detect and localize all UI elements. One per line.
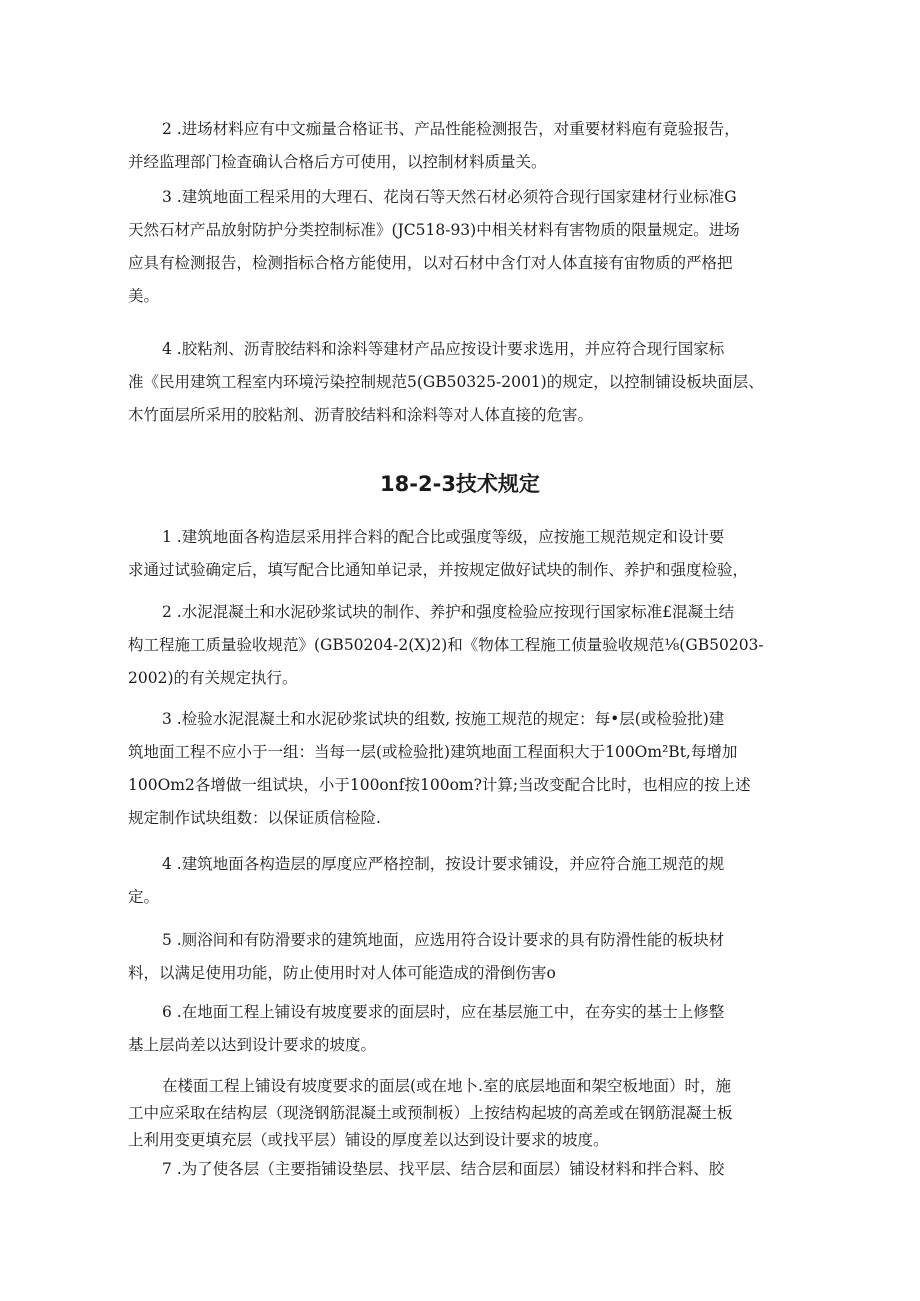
paragraph-line: 天然石材产品放射防护分类控制标准》(JC518-93)中相关材料有害物质的限量规定。进场 xyxy=(128,221,740,239)
section-heading: 18-2-3技术规定 xyxy=(380,472,540,496)
paragraph-line: 美。 xyxy=(128,287,160,305)
paragraph-line: 1 .建筑地面各构造层采用拌合料的配合比或强度等级，应按施工规范规定和设计要 xyxy=(162,528,725,546)
paragraph-line: 应具有检测报告，检测指标合格方能使用，以对石材中含仃对人体直接有宙物质的严格把 xyxy=(128,254,733,272)
paragraph-line: 2 .水泥混凝土和水泥砂浆试块的制作、养护和强度检验应按现行国家标准£混凝土结 xyxy=(162,603,735,621)
paragraph-line: 基上层尚差以达到设计要求的坡度。 xyxy=(128,1036,377,1054)
paragraph-slope-requirement xyxy=(128,996,790,1062)
paragraph-line: 在楼面工程上铺设有坡度要求的面层(或在地卜.室的底层地面和架空板地面）时，施 xyxy=(162,1077,731,1095)
paragraph-line: 工中应采取在结构层（现浇钢筋混凝土或预制板）上按结构起坡的高差或在钢筋混凝土板 xyxy=(128,1104,733,1122)
paragraph-line: 4 .建筑地面各构造层的厚度应严格控制，按设计要求铺设，并应符合施工规范的规 xyxy=(162,855,725,873)
paragraph-line: 100Om2各增做一组试块，小于100onf按100om?计算;当改变配合比时，也相应的按上述 xyxy=(128,776,751,794)
paragraph-line: 规定制作试块组数：以保证质信检险. xyxy=(128,809,381,827)
paragraph-line: 构工程施工质量验收规范》(GB50204-2(X)2)和《物体工程施工侦量验收规范⅛(GB50203- xyxy=(128,636,764,654)
paragraph-line: 6 .在地面工程上铺设有坡度要求的面层时，应在基层施工中，在夯实的基士上修整 xyxy=(162,1003,725,1021)
paragraph-layer-materials xyxy=(128,1153,790,1186)
paragraph-line: 5 .厕浴间和有防滑要求的建筑地面，应选用符合设计要求的具有防滑性能的板块材 xyxy=(162,931,725,949)
paragraph-line: 4 .胶粘剂、沥青胶结料和涂料等建材产品应按设计要求选用，并应符合现行国家标 xyxy=(162,340,725,358)
paragraph-adhesive-materials xyxy=(128,333,790,432)
paragraph-line: 准《民用建筑工程室内环境污染控制规范5(GB50325-2001)的规定，以控制铺设板块面层、 xyxy=(128,373,764,391)
paragraph-line: 7 .为了使各层（主要指铺设垫层、找平层、结合层和面层）铺设材料和拌合料、胶 xyxy=(162,1160,725,1178)
paragraph-floor-slope xyxy=(128,1073,790,1154)
paragraph-line: 2002)的有关规定执行。 xyxy=(128,669,298,687)
paragraph-line: 上利用变更填充层（或找平层）铺设的厚度差以达到设计要求的坡度。 xyxy=(128,1131,609,1149)
paragraph-line: 2 .进场材料应有中文痂量合格证书、产品性能检测报告，对重要材料庖有竟验报告， xyxy=(162,120,740,138)
paragraph-line: 筑地面工程不应小于一组：当每一层(或检验批)建筑地面工程面积大于100Om²Bt,每增加 xyxy=(128,743,738,761)
paragraph-material-certificates xyxy=(128,113,790,179)
paragraph-line: 定。 xyxy=(128,888,160,906)
paragraph-line: 料，以满足使用功能，防止使用时对人体可能造成的滑倒伤害o xyxy=(128,964,556,982)
paragraph-line: 木竹面层所采用的胶粘剂、沥青胶结料和涂料等对人体直接的危害。 xyxy=(128,406,594,424)
paragraph-line: 并经监理部门检査确认合格后方可使用，以控制材料质量关。 xyxy=(128,153,547,171)
paragraph-test-block-count xyxy=(128,703,790,835)
paragraph-anti-slip xyxy=(128,924,790,990)
paragraph-line: 3 .建筑地面工程采用的大理石、花岗石等天然石材必须符合现行国家建材行业标准G xyxy=(162,188,737,206)
paragraph-line: 3 .检验水泥混凝土和水泥砂浆试块的组数, 按施工规范的规定：每•层(或检验批)建 xyxy=(162,710,725,728)
paragraph-layer-thickness xyxy=(128,848,790,914)
paragraph-mix-ratio xyxy=(128,521,790,587)
paragraph-test-block-standards xyxy=(128,596,790,695)
paragraph-line: 求通过试验确定后，填写配合比通知单记录，并按规定做好试块的制作、养护和强度检验， xyxy=(128,561,749,579)
paragraph-natural-stone-standard xyxy=(128,181,790,313)
